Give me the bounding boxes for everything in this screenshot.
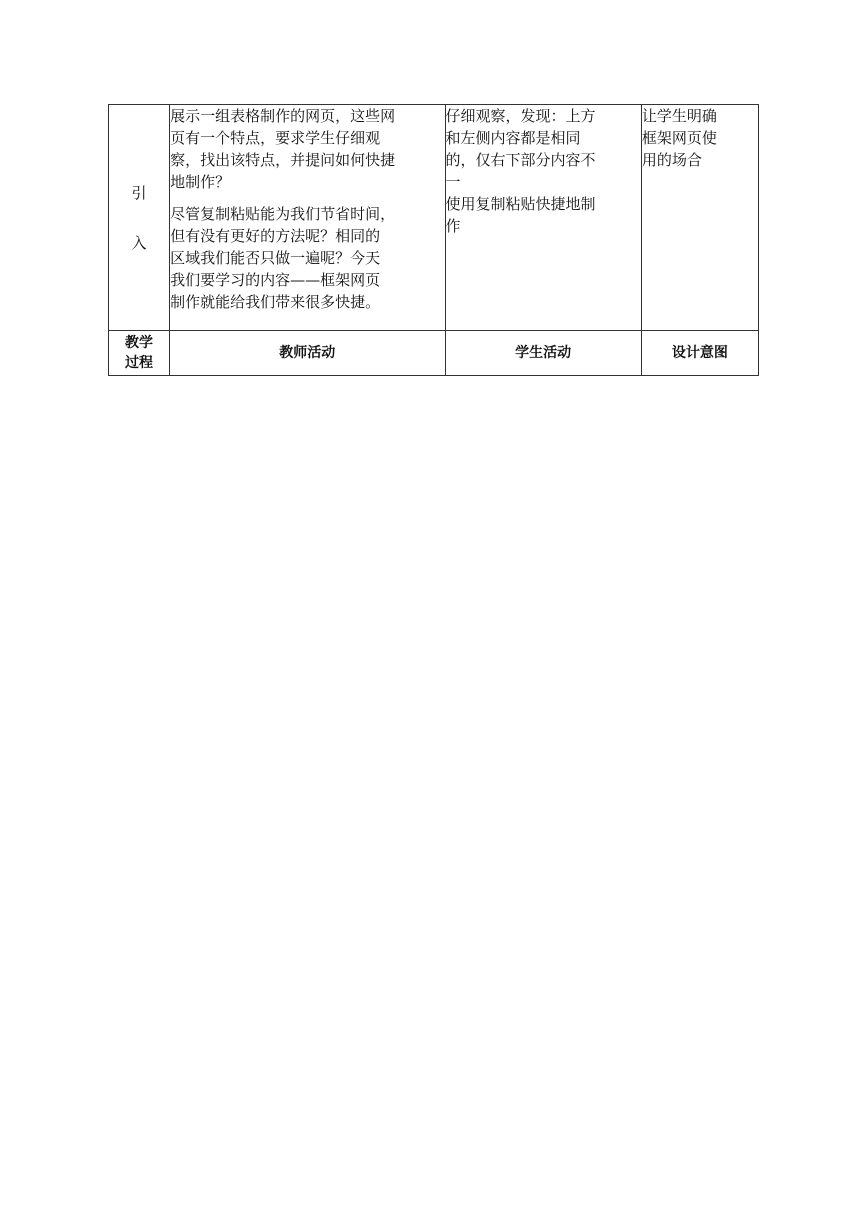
header-design-intent: 设计意图 [641, 331, 758, 376]
teacher-activity-paragraph: 尽管复制粘贴能为我们节省时间， 但有没有更好的方法呢？相同的 区域我们能否只做一遍呢？今天 我们要学习的内容——框架网页 制作就能给我们带来很多快捷。 [170, 205, 396, 311]
header-stage: 教学 过程 [109, 331, 170, 376]
student-activity-cell [445, 105, 641, 331]
header-student-activity: 学生活动 [445, 331, 641, 376]
student-activity-paragraph: 使用复制粘贴快捷地制 作 [445, 195, 596, 235]
teacher-activity-paragraph: 展示一组表格制作的网页，这些网 页有一个特点，要求学生仔细观 察，找出该特点，并提问如何快捷 地制作？ [170, 107, 396, 191]
header-row [109, 331, 759, 376]
intro-row [109, 105, 759, 331]
teacher-activity-cell [170, 105, 445, 331]
header-teacher-activity: 教师活动 [170, 331, 445, 376]
design-intent-cell [641, 105, 758, 331]
lesson-plan-table [108, 104, 759, 376]
stage-cell-intro [109, 105, 170, 331]
student-activity-paragraph: 仔细观察，发现：上方 和左侧内容都是相同 的，仅右下部分内容不 一 [445, 107, 596, 191]
stage-char: 引 [131, 183, 147, 202]
design-intent-text: 让学生明确 框架网页使 用的场合 [641, 107, 717, 169]
stage-char: 入 [131, 233, 147, 252]
